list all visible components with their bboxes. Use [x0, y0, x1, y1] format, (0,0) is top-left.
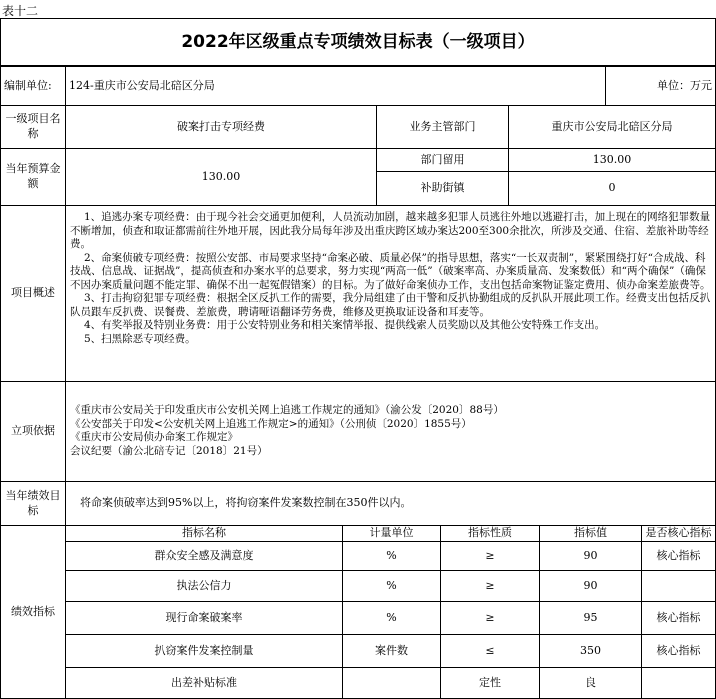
overview-item: 5、扫黑除恶专项经费。 — [84, 332, 196, 345]
indicator-core — [641, 667, 716, 699]
page-title: 2022年区级重点专项绩效目标表（一级项目） — [0, 18, 716, 66]
indicator-nature: 定性 — [440, 667, 540, 699]
unit-value: 124-重庆市公安局北碚区分局 — [65, 66, 606, 106]
project-name-label: 一级项目名称 — [0, 105, 66, 149]
overview-item: 2、命案侦破专项经费：按照公安部、市局要求坚持“命案必破、质量必保”的指导思想，落实“一长双责制”，紧紧围绕打好“合成战、科技战、信息战、证据战”，提高侦查和办案水平的总要求，努力实现“两高一低”（破案率高、办案质量高、发案数低）和“两个确保”（确保不因办案质量问题不能定罪、确保不出一起冤假错案）的目标。为了做好命案侦办工作，支出包括命案物证鉴定费用、侦办命案差旅费等。 — [70, 251, 711, 291]
basis-line: 《重庆市公安局侦办命案工作规定》 — [70, 431, 238, 443]
dept-keep-label: 部门留用 — [376, 148, 509, 172]
indicator-value: 95 — [539, 601, 642, 635]
table-tag: 表十二 — [2, 4, 39, 18]
subsidy-value: 0 — [508, 171, 716, 206]
overview-body — [65, 205, 716, 382]
currency-unit: 单位：万元 — [605, 66, 716, 106]
basis-line: 《重庆市公安局关于印发重庆市公安机关网上追逃工作规定的通知》（渝公发〔2020〕88号） — [70, 404, 504, 416]
indicator-unit — [342, 667, 441, 699]
indicator-name: 现行命案破案率 — [65, 601, 343, 635]
indicator-name: 群众安全感及满意度 — [65, 541, 343, 571]
indicator-name: 扒窃案件发案控制量 — [65, 634, 343, 668]
indicator-value: 良 — [539, 667, 642, 699]
indicator-nature: ≤ — [440, 634, 540, 668]
indicator-value: 90 — [539, 541, 642, 571]
overview-item: 1、追逃办案专项经费：由于现今社会交通更加便利，人员流动加剧，越来越多犯罪人员逃往外地以逃避打击，加上现在的网络犯罪数量不断增加，侦查和取证都需前往外地开展，因此我分局每年涉及出重庆跨区域办案达200至300余批次，所涉及交通、住宿、差旅补助等经费。 — [70, 211, 711, 250]
col-header-name: 指标名称 — [65, 525, 343, 542]
basis-label: 立项依据 — [0, 381, 66, 482]
indicator-value: 90 — [539, 570, 642, 602]
subsidy-label: 补助街镇 — [376, 171, 509, 206]
project-name-value: 破案打击专项经费 — [65, 105, 377, 149]
col-header-core: 是否核心指标 — [641, 525, 716, 542]
indicator-unit: % — [342, 570, 441, 602]
basis-line: 《公安部关于印发<公安机关网上追逃工作规定>的通知》（公刑侦〔2020〕1855号） — [70, 417, 472, 430]
dept-value: 重庆市公安局北碚区分局 — [508, 105, 716, 149]
indicator-name: 执法公信力 — [65, 570, 343, 602]
col-header-unit: 计量单位 — [342, 525, 441, 542]
col-header-value: 指标值 — [539, 525, 642, 542]
unit-label: 编制单位: — [0, 66, 66, 106]
goal-label: 当年绩效目标 — [0, 481, 66, 526]
overview-item: 3、打击拘窃犯罪专项经费：根据全区反扒工作的需要，我分局组建了由干警和反扒协勤组成的反扒队开展此项工作。经费支出包括反扒队员跟车反扒费、误餐费、差旅费，聘请哑语翻译劳务费，维修及更换取证设备和耳麦等。 — [70, 292, 711, 318]
indicator-nature: ≥ — [440, 601, 540, 635]
indicator-unit: % — [342, 541, 441, 571]
indicator-core: 核心指标 — [641, 601, 716, 635]
col-header-nature: 指标性质 — [440, 525, 540, 542]
indicators-label: 绩效指标 — [0, 525, 66, 699]
basis-body — [65, 381, 716, 482]
overview-item: 4、有奖举报及特别业务费：用于公安特别业务和相关案情举报、提供线索人员奖励以及其他公安特殊工作支出。 — [84, 319, 606, 331]
budget-total: 130.00 — [65, 148, 377, 206]
indicator-core — [641, 570, 716, 602]
indicator-unit: % — [342, 601, 441, 635]
indicator-core: 核心指标 — [641, 541, 716, 571]
dept-keep-value: 130.00 — [508, 148, 716, 172]
indicator-value: 350 — [539, 634, 642, 668]
dept-label: 业务主管部门 — [376, 105, 509, 149]
indicator-nature: ≥ — [440, 570, 540, 602]
goal-text: 将命案侦破率达到95%以上，将拘窃案件发案数控制在350件以内。 — [65, 481, 716, 526]
indicator-unit: 案件数 — [342, 634, 441, 668]
overview-label: 项目概述 — [0, 205, 66, 382]
basis-line: 会议纪要（渝公北碚专记〔2018〕21号） — [70, 444, 268, 457]
indicator-core: 核心指标 — [641, 634, 716, 668]
indicator-nature: ≥ — [440, 541, 540, 571]
budget-label: 当年预算金额 — [0, 148, 66, 206]
indicator-name: 出差补贴标准 — [65, 667, 343, 699]
